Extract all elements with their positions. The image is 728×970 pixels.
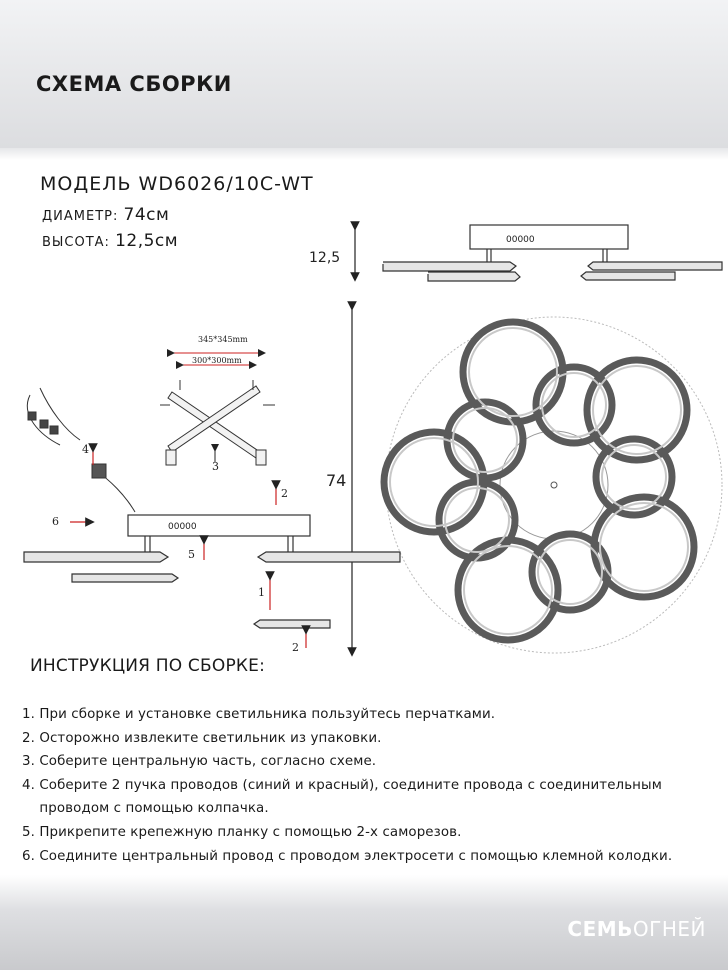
- instruction-step: 6. Соедините центральный провод с проводом электросети с помощью клемной колодки.: [22, 848, 673, 864]
- label-1: 1: [258, 586, 265, 599]
- diameter-value: 74см: [123, 205, 170, 225]
- page-title: СХЕМА СБОРКИ: [36, 72, 232, 96]
- assembly-drawing: [0, 196, 728, 662]
- label-5: 5: [188, 548, 195, 561]
- height-label: ВЫСОТА:: [42, 235, 110, 250]
- top-view: [384, 317, 722, 653]
- label-4: 4: [82, 443, 89, 456]
- header-fade: [0, 148, 728, 160]
- label-2b: 2: [292, 641, 299, 654]
- instruction-step: 4. Соберите 2 пучка проводов (синий и красный), соедините провода с соединительным: [22, 777, 662, 793]
- height-dimension: 12,5: [309, 250, 341, 266]
- label-2: 2: [281, 487, 288, 500]
- instruction-step: проводом с помощью колпачка.: [22, 801, 269, 817]
- plate-size-inner: 300*300mm: [192, 356, 242, 365]
- mounting-plate: [160, 353, 275, 465]
- label-6: 6: [52, 515, 59, 528]
- height-value: 12,5см: [115, 231, 179, 251]
- body-code: 00000: [168, 522, 197, 532]
- instruction-step: 3. Соберите центральную часть, согласно схеме.: [22, 754, 377, 770]
- instruction-step: 5. Прикрепите крепежную планку с помощью 2-х саморезов.: [22, 824, 462, 840]
- instruction-step: 1. При сборке и установке светильника пользуйтесь перчатками.: [22, 707, 496, 722]
- diameter-label: ДИАМЕТР:: [42, 209, 119, 224]
- label-3: 3: [212, 460, 219, 473]
- side-view: [355, 225, 722, 281]
- plate-size-outer: 345*345mm: [198, 335, 248, 344]
- diameter-dimension: 74: [326, 471, 347, 490]
- brand-bold: СЕМЬ: [567, 917, 633, 941]
- instruction-step: 2. Осторожно извлеките светильник из упаковки.: [22, 730, 382, 746]
- brand-light: ОГНЕЙ: [632, 917, 706, 941]
- brand-logo: [567, 917, 706, 941]
- instructions-list: [22, 703, 722, 868]
- instructions-title: ИНСТРУКЦИЯ ПО СБОРКЕ:: [30, 656, 266, 676]
- model-name: МОДЕЛЬ WD6026/10C-WT: [40, 173, 314, 195]
- side-body-code: 00000: [506, 235, 535, 245]
